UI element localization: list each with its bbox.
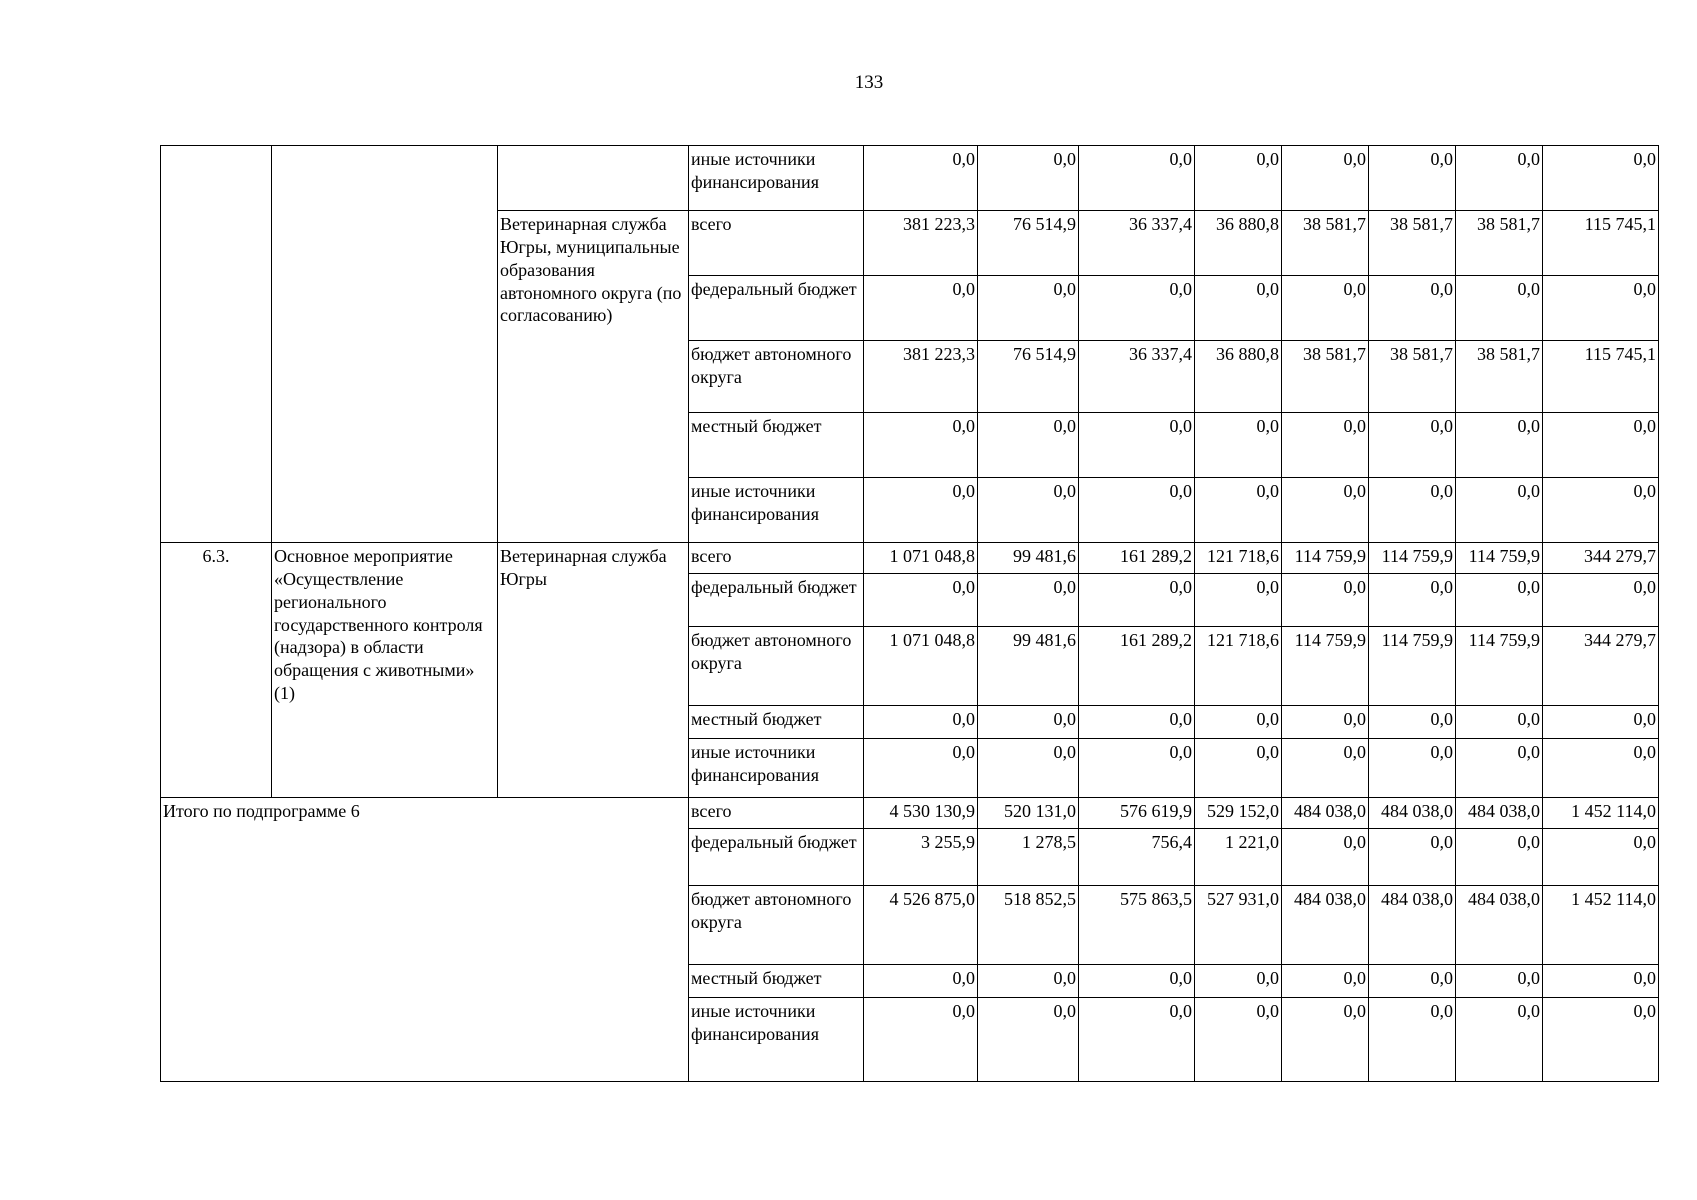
- activity-cell: Основное мероприятие «Осуществление регионального государственного контроля (надзора) в области обращения с животными» (1): [272, 543, 498, 798]
- value-cell: 756,4: [1079, 829, 1195, 886]
- value-cell: 0,0: [1282, 965, 1369, 998]
- value-cell: 38 581,7: [1282, 211, 1369, 276]
- value-cell: 0,0: [1369, 413, 1456, 478]
- value-cell: 0,0: [1079, 706, 1195, 739]
- value-cell: 0,0: [864, 706, 978, 739]
- value-cell: 0,0: [864, 965, 978, 998]
- value-cell: 38 581,7: [1456, 211, 1543, 276]
- value-cell: 0,0: [1369, 276, 1456, 341]
- value-cell: 0,0: [1282, 574, 1369, 627]
- value-cell: 0,0: [864, 739, 978, 798]
- table-row: [161, 798, 1659, 829]
- value-cell: 161 289,2: [1079, 543, 1195, 574]
- value-cell: 0,0: [1369, 965, 1456, 998]
- value-cell: 0,0: [1282, 706, 1369, 739]
- value-cell: 0,0: [1456, 998, 1543, 1082]
- source-cell: местный бюджет: [689, 706, 864, 739]
- value-cell: 0,0: [1282, 998, 1369, 1082]
- value-cell: 99 481,6: [978, 627, 1079, 706]
- value-cell: 0,0: [978, 574, 1079, 627]
- value-cell: 0,0: [1369, 829, 1456, 886]
- value-cell: 0,0: [1282, 413, 1369, 478]
- value-cell: 0,0: [1195, 574, 1282, 627]
- value-cell: 38 581,7: [1369, 211, 1456, 276]
- value-cell: 0,0: [1195, 965, 1282, 998]
- source-cell: всего: [689, 798, 864, 829]
- value-cell: 0,0: [1543, 739, 1659, 798]
- value-cell: 0,0: [1456, 965, 1543, 998]
- value-cell: 4 530 130,9: [864, 798, 978, 829]
- value-cell: 1 221,0: [1195, 829, 1282, 886]
- value-cell: 115 745,1: [1543, 211, 1659, 276]
- source-cell: иные источники финансирования: [689, 998, 864, 1082]
- value-cell: 1 278,5: [978, 829, 1079, 886]
- value-cell: 0,0: [1543, 706, 1659, 739]
- value-cell: 0,0: [1195, 739, 1282, 798]
- value-cell: 484 038,0: [1456, 798, 1543, 829]
- value-cell: 518 852,5: [978, 886, 1079, 965]
- value-cell: 0,0: [978, 706, 1079, 739]
- value-cell: 0,0: [864, 146, 978, 211]
- source-cell: всего: [689, 211, 864, 276]
- value-cell: 114 759,9: [1369, 627, 1456, 706]
- value-cell: 114 759,9: [1369, 543, 1456, 574]
- value-cell: 0,0: [1195, 146, 1282, 211]
- value-cell: 0,0: [1079, 574, 1195, 627]
- value-cell: 0,0: [1456, 706, 1543, 739]
- value-cell: 0,0: [1456, 574, 1543, 627]
- value-cell: 36 880,8: [1195, 341, 1282, 413]
- value-cell: 0,0: [1543, 478, 1659, 543]
- value-cell: 0,0: [1456, 739, 1543, 798]
- source-cell: бюджет автономного округа: [689, 886, 864, 965]
- value-cell: 0,0: [978, 413, 1079, 478]
- value-cell: 0,0: [1079, 478, 1195, 543]
- value-cell: 0,0: [1282, 829, 1369, 886]
- value-cell: 1 071 048,8: [864, 627, 978, 706]
- value-cell: 0,0: [1079, 146, 1195, 211]
- total-label: Итого по подпрограмме 6: [161, 798, 689, 1082]
- value-cell: 0,0: [978, 998, 1079, 1082]
- value-cell: 484 038,0: [1282, 798, 1369, 829]
- value-cell: 484 038,0: [1456, 886, 1543, 965]
- value-cell: 1 452 114,0: [1543, 886, 1659, 965]
- value-cell: 0,0: [1282, 146, 1369, 211]
- source-cell: иные источники финансирования: [689, 478, 864, 543]
- page-number: 133: [854, 72, 884, 93]
- value-cell: 0,0: [1543, 146, 1659, 211]
- value-cell: 527 931,0: [1195, 886, 1282, 965]
- value-cell: 0,0: [1543, 829, 1659, 886]
- value-cell: 0,0: [864, 276, 978, 341]
- value-cell: 381 223,3: [864, 341, 978, 413]
- value-cell: 0,0: [1282, 276, 1369, 341]
- value-cell: 0,0: [978, 739, 1079, 798]
- value-cell: 0,0: [1079, 998, 1195, 1082]
- value-cell: 1 071 048,8: [864, 543, 978, 574]
- value-cell: 36 337,4: [1079, 211, 1195, 276]
- value-cell: 0,0: [1195, 478, 1282, 543]
- value-cell: 0,0: [864, 413, 978, 478]
- value-cell: 0,0: [1079, 965, 1195, 998]
- value-cell: 76 514,9: [978, 341, 1079, 413]
- value-cell: 0,0: [1195, 413, 1282, 478]
- value-cell: 76 514,9: [978, 211, 1079, 276]
- table-row: [161, 146, 1659, 211]
- value-cell: 0,0: [1369, 146, 1456, 211]
- value-cell: 114 759,9: [1282, 627, 1369, 706]
- value-cell: 484 038,0: [1369, 798, 1456, 829]
- value-cell: 0,0: [1369, 739, 1456, 798]
- value-cell: 0,0: [978, 478, 1079, 543]
- source-cell: местный бюджет: [689, 965, 864, 998]
- value-cell: 0,0: [1195, 276, 1282, 341]
- value-cell: 484 038,0: [1369, 886, 1456, 965]
- value-cell: 0,0: [1543, 276, 1659, 341]
- value-cell: 1 452 114,0: [1543, 798, 1659, 829]
- source-cell: всего: [689, 543, 864, 574]
- executor-cell: Ветеринарная служба Югры: [498, 543, 689, 798]
- activity-cell-empty: [272, 146, 498, 543]
- source-cell: иные источники финансирования: [689, 739, 864, 798]
- value-cell: 114 759,9: [1282, 543, 1369, 574]
- value-cell: 0,0: [1195, 998, 1282, 1082]
- value-cell: 0,0: [1079, 739, 1195, 798]
- value-cell: 38 581,7: [1282, 341, 1369, 413]
- value-cell: 575 863,5: [1079, 886, 1195, 965]
- value-cell: 3 255,9: [864, 829, 978, 886]
- source-cell: федеральный бюджет: [689, 276, 864, 341]
- value-cell: 0,0: [1456, 276, 1543, 341]
- value-cell: 115 745,1: [1543, 341, 1659, 413]
- value-cell: 0,0: [1369, 478, 1456, 543]
- value-cell: 0,0: [978, 965, 1079, 998]
- number-cell-empty: [161, 146, 272, 543]
- value-cell: 0,0: [978, 276, 1079, 341]
- value-cell: 0,0: [1456, 146, 1543, 211]
- value-cell: 0,0: [1369, 574, 1456, 627]
- source-cell: иные источники финансирования: [689, 146, 864, 211]
- value-cell: 0,0: [1456, 829, 1543, 886]
- value-cell: 529 152,0: [1195, 798, 1282, 829]
- value-cell: 4 526 875,0: [864, 886, 978, 965]
- value-cell: 0,0: [1369, 998, 1456, 1082]
- value-cell: 0,0: [1543, 413, 1659, 478]
- value-cell: 121 718,6: [1195, 543, 1282, 574]
- value-cell: 0,0: [1195, 706, 1282, 739]
- value-cell: 0,0: [864, 478, 978, 543]
- budget-table: [160, 145, 1659, 1082]
- value-cell: 0,0: [978, 146, 1079, 211]
- value-cell: 576 619,9: [1079, 798, 1195, 829]
- item-number: 6.3.: [161, 543, 272, 798]
- value-cell: 36 337,4: [1079, 341, 1195, 413]
- value-cell: 0,0: [864, 998, 978, 1082]
- value-cell: 0,0: [1543, 574, 1659, 627]
- value-cell: 0,0: [1543, 998, 1659, 1082]
- value-cell: 0,0: [1456, 478, 1543, 543]
- value-cell: 99 481,6: [978, 543, 1079, 574]
- value-cell: 0,0: [1282, 739, 1369, 798]
- executor-cell-empty: [498, 146, 689, 211]
- source-cell: бюджет автономного округа: [689, 341, 864, 413]
- value-cell: 121 718,6: [1195, 627, 1282, 706]
- source-cell: федеральный бюджет: [689, 829, 864, 886]
- value-cell: 0,0: [1369, 706, 1456, 739]
- value-cell: 0,0: [1282, 478, 1369, 543]
- value-cell: 344 279,7: [1543, 543, 1659, 574]
- value-cell: 38 581,7: [1369, 341, 1456, 413]
- value-cell: 36 880,8: [1195, 211, 1282, 276]
- value-cell: 0,0: [1456, 413, 1543, 478]
- executor-cell: Ветеринарная служба Югры, муниципальные образования автономного округа (по согласованию): [498, 211, 689, 543]
- value-cell: 520 131,0: [978, 798, 1079, 829]
- source-cell: бюджет автономного округа: [689, 627, 864, 706]
- source-cell: местный бюджет: [689, 413, 864, 478]
- value-cell: 381 223,3: [864, 211, 978, 276]
- table-row: [161, 543, 1659, 574]
- value-cell: 114 759,9: [1456, 627, 1543, 706]
- value-cell: 0,0: [864, 574, 978, 627]
- value-cell: 484 038,0: [1282, 886, 1369, 965]
- value-cell: 0,0: [1079, 276, 1195, 341]
- value-cell: 38 581,7: [1456, 341, 1543, 413]
- source-cell: федеральный бюджет: [689, 574, 864, 627]
- value-cell: 161 289,2: [1079, 627, 1195, 706]
- value-cell: 114 759,9: [1456, 543, 1543, 574]
- value-cell: 344 279,7: [1543, 627, 1659, 706]
- value-cell: 0,0: [1079, 413, 1195, 478]
- value-cell: 0,0: [1543, 965, 1659, 998]
